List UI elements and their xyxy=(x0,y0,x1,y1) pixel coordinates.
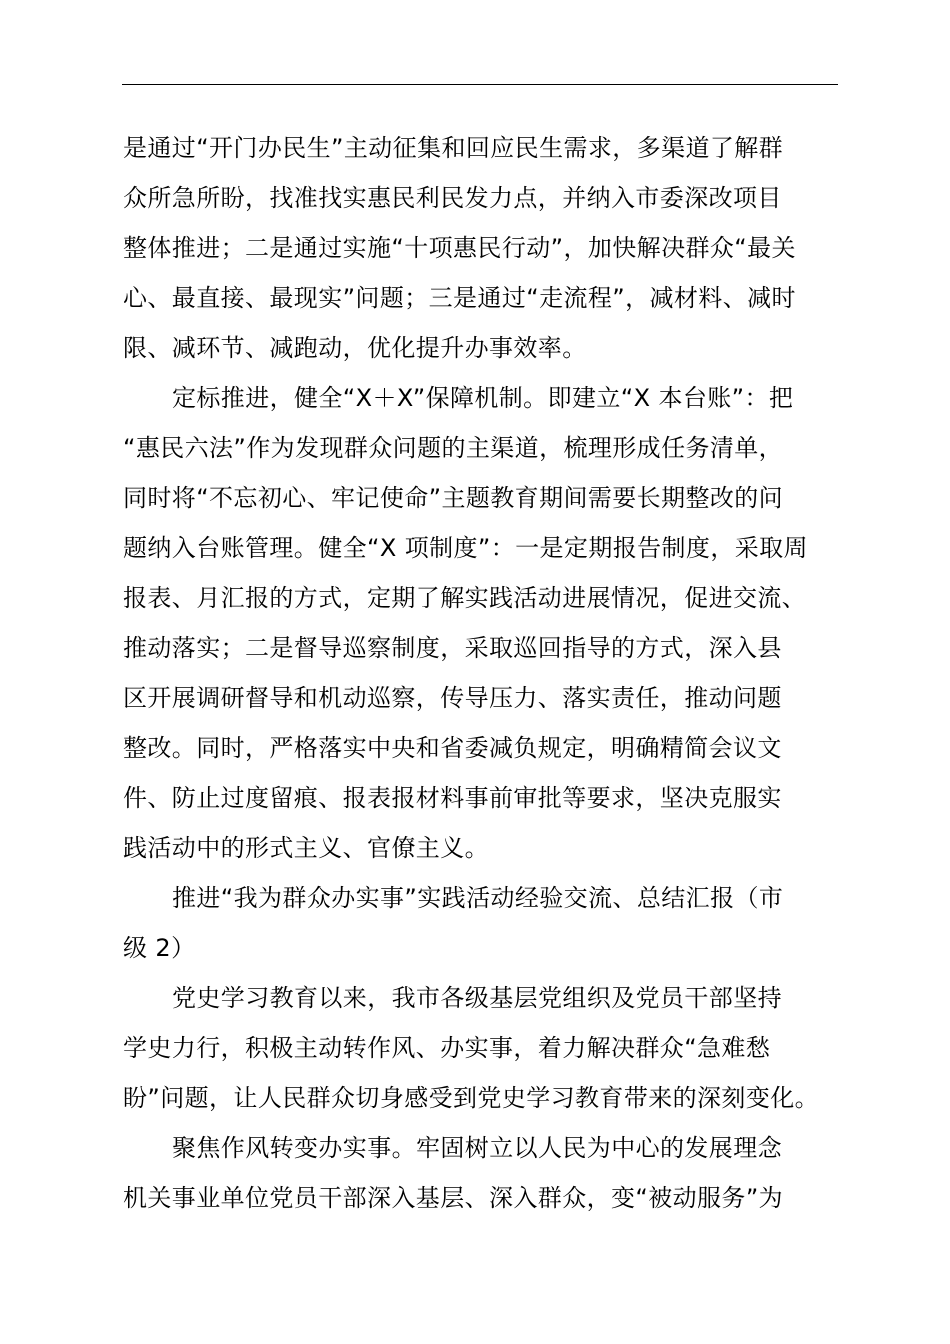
text-line: 整体推进；二是通过实施“十项惠民行动”，加快解决群众“最关 xyxy=(123,234,796,262)
section-heading-line: 级 2） xyxy=(123,934,196,962)
body-text xyxy=(123,123,839,1223)
text-line: 践活动中的形式主义、官僚主义。 xyxy=(123,834,489,862)
paragraph-start-line: 定标推进，健全“X＋X”保障机制。即建立“X 本台账”：把 xyxy=(172,384,794,412)
text-line: 整改。同时，严格落实中央和省委减负规定，明确精简会议文 xyxy=(123,734,782,762)
text-line: 机关事业单位党员干部深入基层、深入群众，变“被动服务”为 xyxy=(123,1184,784,1212)
text-line: 题纳入台账管理。健全“X 项制度”：一是定期报告制度，采取周 xyxy=(123,534,808,562)
paragraph-start-line: 党史学习教育以来，我市各级基层党组织及党员干部坚持 xyxy=(172,984,782,1012)
header-rule xyxy=(122,84,838,85)
text-line: 推动落实；二是督导巡察制度，采取巡回指导的方式，深入县 xyxy=(123,634,782,662)
text-line: 同时将“不忘初心、牢记使命”主题教育期间需要长期整改的问 xyxy=(123,484,784,512)
text-line: 限、减环节、减跑动，优化提升办事效率。 xyxy=(123,334,587,362)
text-line: 学史力行，积极主动转作风、办实事，着力解决群众“急难愁 xyxy=(123,1034,771,1062)
section-heading-line: 推进“我为群众办实事”实践活动经验交流、总结汇报（市 xyxy=(172,884,784,912)
text-line: 是通过“开门办民生”主动征集和回应民生需求，多渠道了解群 xyxy=(123,134,784,162)
text-line: “惠民六法”作为发现群众问题的主渠道，梳理形成任务清单， xyxy=(123,434,784,462)
text-line: 区开展调研督导和机动巡察，传导压力、落实责任，推动问题 xyxy=(123,684,782,712)
text-line: 众所急所盼，找准找实惠民利民发力点，并纳入市委深改项目 xyxy=(123,184,782,212)
text-line: 件、防止过度留痕、报表报材料事前审批等要求，坚决克服实 xyxy=(123,784,782,812)
paragraph-start-line: 聚焦作风转变办实事。牢固树立以人民为中心的发展理念 xyxy=(172,1134,782,1162)
text-line: 心、最直接、最现实”问题；三是通过“走流程”，减材料、减时 xyxy=(123,284,796,312)
text-line: 报表、月汇报的方式，定期了解实践活动进展情况，促进交流、 xyxy=(123,584,807,612)
text-line: 盼”问题，让人民群众切身感受到党史学习教育带来的深刻变化。 xyxy=(123,1084,820,1112)
